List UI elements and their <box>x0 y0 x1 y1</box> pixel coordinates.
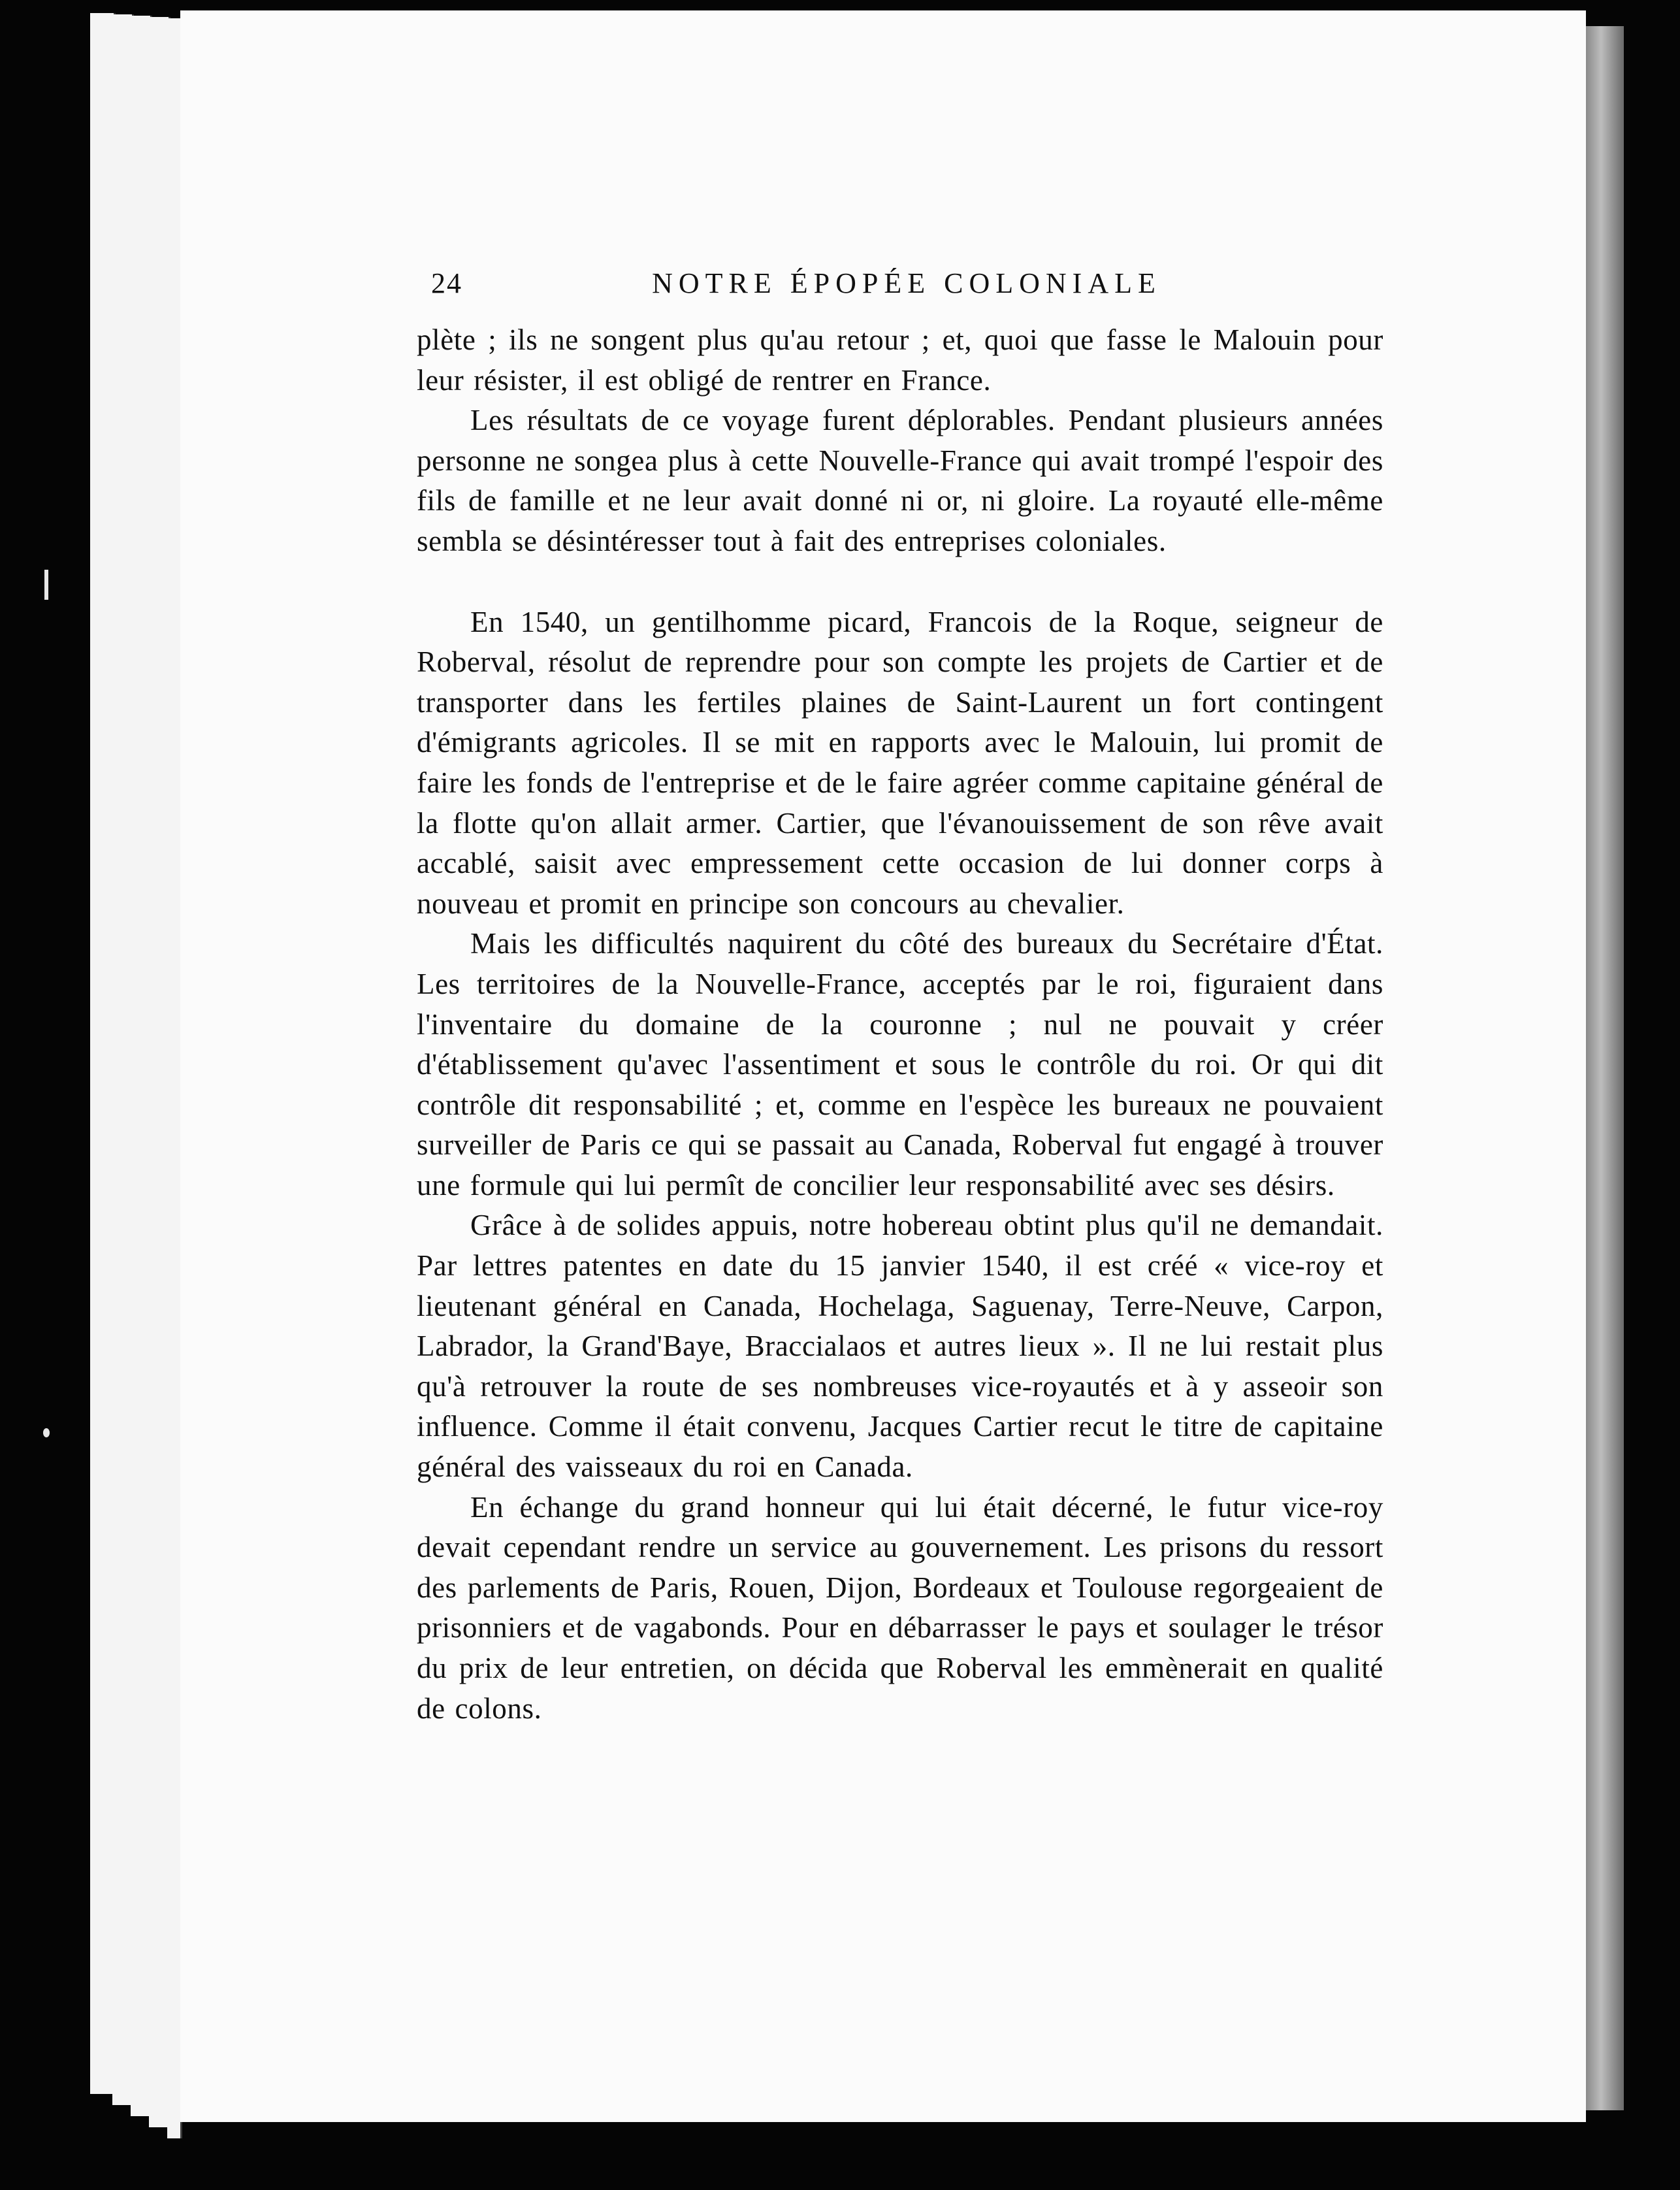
paragraph: Grâce à de solides appuis, notre hobereau obtint plus qu'il ne demandait. Par lettres patentes en date du 15 janvier 1540, il est créé « vice-roy et lieutenant général en Canada, Hochelaga, Saguenay, Terre-Neuve, Carpon, Labrador, la Grand'Baye, Braccialaos et autres lieux ». Il ne lui restait plus qu'à retrouver la route de ses nombreuses vice-royautés et à y asseoir son influence. Comme il était convenu, Jacques Cartier recut le titre de capitaine général des vaisseaux du roi en Canada. <box>417 1209 1383 1484</box>
scan-artefact <box>44 570 48 600</box>
paragraph: plète ; ils ne songent plus qu'au retour ; et, quoi que fasse le Malouin pour leur résister, il est obligé de rentrer en France. <box>417 323 1383 397</box>
body-text <box>417 320 1383 1729</box>
paragraph: Mais les difficultés naquirent du côté des bureaux du Secrétaire d'État. Les territoires de la Nouvelle-France, acceptés par le roi, figuraient dans l'inventaire du domaine de la couronne ; nul ne pouvait y créer d'établissement qu'avec l'assentiment et sous le contrôle du roi. Or qui dit contrôle dit responsabilité ; et, comme en l'espèce les bureaux ne pouvaient surveiller de Paris ce qui se passait au Canada, Roberval fut engagé à trouver une formule qui lui permît de concilier leur responsabilité avec ses désirs. <box>417 927 1383 1201</box>
running-head <box>431 267 1382 306</box>
paragraph: En 1540, un gentilhomme picard, Francois de la Roque, seigneur de Roberval, résolut de reprendre pour son compte les projets de Cartier et de transporter dans les fertiles plaines de Saint-Laurent un fort contingent d'émigrants agricoles. Il se mit en rapports avec le Malouin, lui promit de faire les fonds de l'entreprise et de le faire agréer comme capitaine général de la flotte qu'on allait armer. Cartier, que l'évanouissement de son rêve avait accablé, saisit avec empressement cette occasion de lui donner corps à nouveau et promit en principe son concours au chevalier. <box>417 605 1383 920</box>
paragraph: En échange du grand honneur qui lui était décerné, le futur vice-roy devait cependant rendre un service au gouvernement. Les prisons du ressort des parlements de Paris, Rouen, Dijon, Bordeaux et Toulouse regorgeaient de prisonniers et de vagabonds. Pour en débarrasser le pays et soulager le trésor du prix de leur entretien, on décida que Roberval les emmènerait en qualité de colons. <box>417 1490 1383 1725</box>
page-shadow <box>1586 26 1624 2110</box>
paragraph: Les résultats de ce voyage furent déplorables. Pendant plusieurs années personne ne songea plus à cette Nouvelle-France qui avait trompé l'espoir des fils de famille et ne leur avait donné ni or, ni gloire. La royauté elle-même sembla se désintéresser tout à fait des entreprises coloniales. <box>417 404 1383 557</box>
page-number: 24 <box>431 267 462 299</box>
scan-artefact <box>43 1428 50 1437</box>
page-header-title: NOTRE ÉPOPÉE COLONIALE <box>652 267 1161 299</box>
